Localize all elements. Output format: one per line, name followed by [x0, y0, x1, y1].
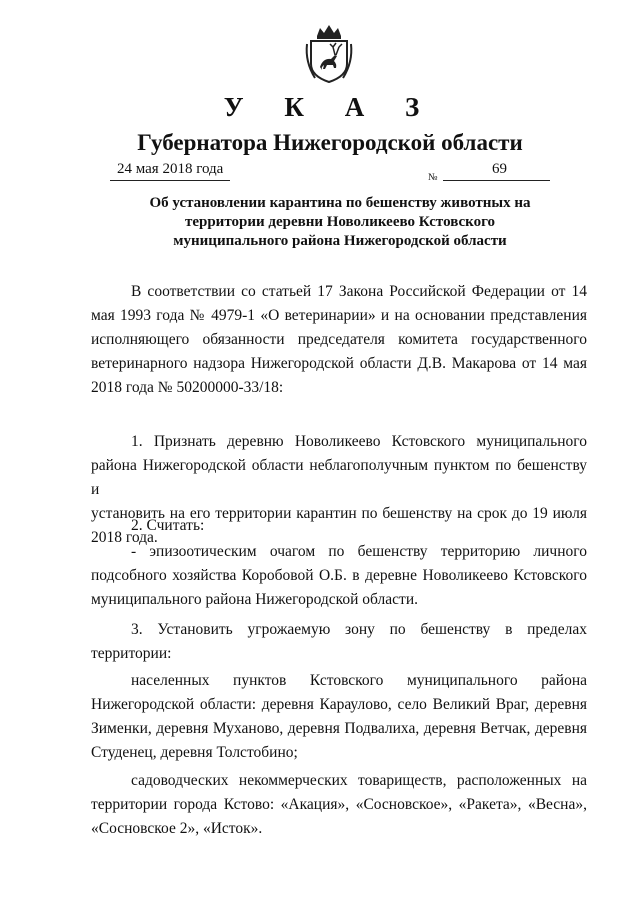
paragraph-item-3 — [91, 618, 587, 666]
text-line: В соответствии со статьей 17 Закона Российской Федерации от 14 — [131, 283, 587, 300]
decree-number: 69 — [492, 161, 507, 177]
text-line: Нижегородской области: деревня Караулово, село Великий Враг, деревня — [91, 696, 587, 713]
text-line: - эпизоотическим очагом по бешенству территорию личного — [131, 543, 587, 560]
text-line: садоводческих некоммерческих товариществ, расположенных на — [131, 772, 587, 789]
text-line: Студенец, деревня Толстобино; — [91, 744, 298, 761]
text-line: «Сосновское 2», «Исток». — [91, 820, 263, 837]
decree-date: 24 мая 2018 года — [117, 161, 224, 177]
text-line: 1. Признать деревню Новоликеево Кстовского муниципального — [131, 433, 587, 450]
text-line: установить на его территории карантин по бешенству на срок до 19 июля — [91, 505, 587, 522]
text-line: мая 1993 года № 4979-1 «О ветеринарии» и на основании представления — [91, 307, 587, 324]
number-sign: № — [428, 172, 438, 183]
text-line: ветеринарного надзора Нижегородской области Д.В. Макарова от 14 мая — [91, 355, 587, 372]
paragraph-garden-partnerships — [91, 769, 587, 841]
text-line: района Нижегородской области неблагополучным пунктом по бешенству и — [91, 457, 587, 498]
text-line: исполняющего обязанности председателя комитета государственного — [91, 331, 587, 348]
number-underline — [443, 180, 550, 181]
text-line: территории: — [91, 645, 172, 662]
decree-heading — [90, 194, 590, 251]
date-underline — [110, 180, 230, 181]
issuer-subtitle: Губернатора Нижегородской области — [137, 130, 523, 155]
text-line: муниципального района Нижегородской области. — [91, 591, 418, 608]
text-line: подсобного хозяйства Коробовой О.Б. в деревне Новоликеево Кстовского — [91, 567, 587, 584]
text-line: населенных пунктов Кстовского муниципального района — [131, 672, 587, 689]
heading-line: муниципального района Нижегородской области — [173, 233, 507, 249]
text-line: 3. Установить угрожаемую зону по бешенству в пределах — [131, 621, 587, 638]
coat-of-arms-icon — [303, 22, 355, 84]
document-type-title: У К А З — [223, 92, 437, 122]
text-line: 2. Считать: — [131, 517, 205, 534]
paragraph-item-2-focus — [91, 540, 587, 612]
text-line: территории города Кстово: «Акация», «Сосновское», «Ракета», «Весна», — [91, 796, 587, 813]
text-line: 2018 года. — [91, 529, 158, 546]
text-line: 2018 года № 50200000-33/18: — [91, 379, 284, 396]
heading-line: территории деревни Новоликеево Кстовского — [184, 214, 496, 230]
paragraph-settlements — [91, 669, 587, 765]
paragraph-preamble — [91, 280, 587, 400]
paragraph-item-2 — [91, 514, 587, 538]
heading-line: Об установлении карантина по бешенству животных на — [149, 195, 531, 211]
text-line: Зименки, деревня Муханово, деревня Подвалиха, деревня Ветчак, деревня — [91, 720, 587, 737]
